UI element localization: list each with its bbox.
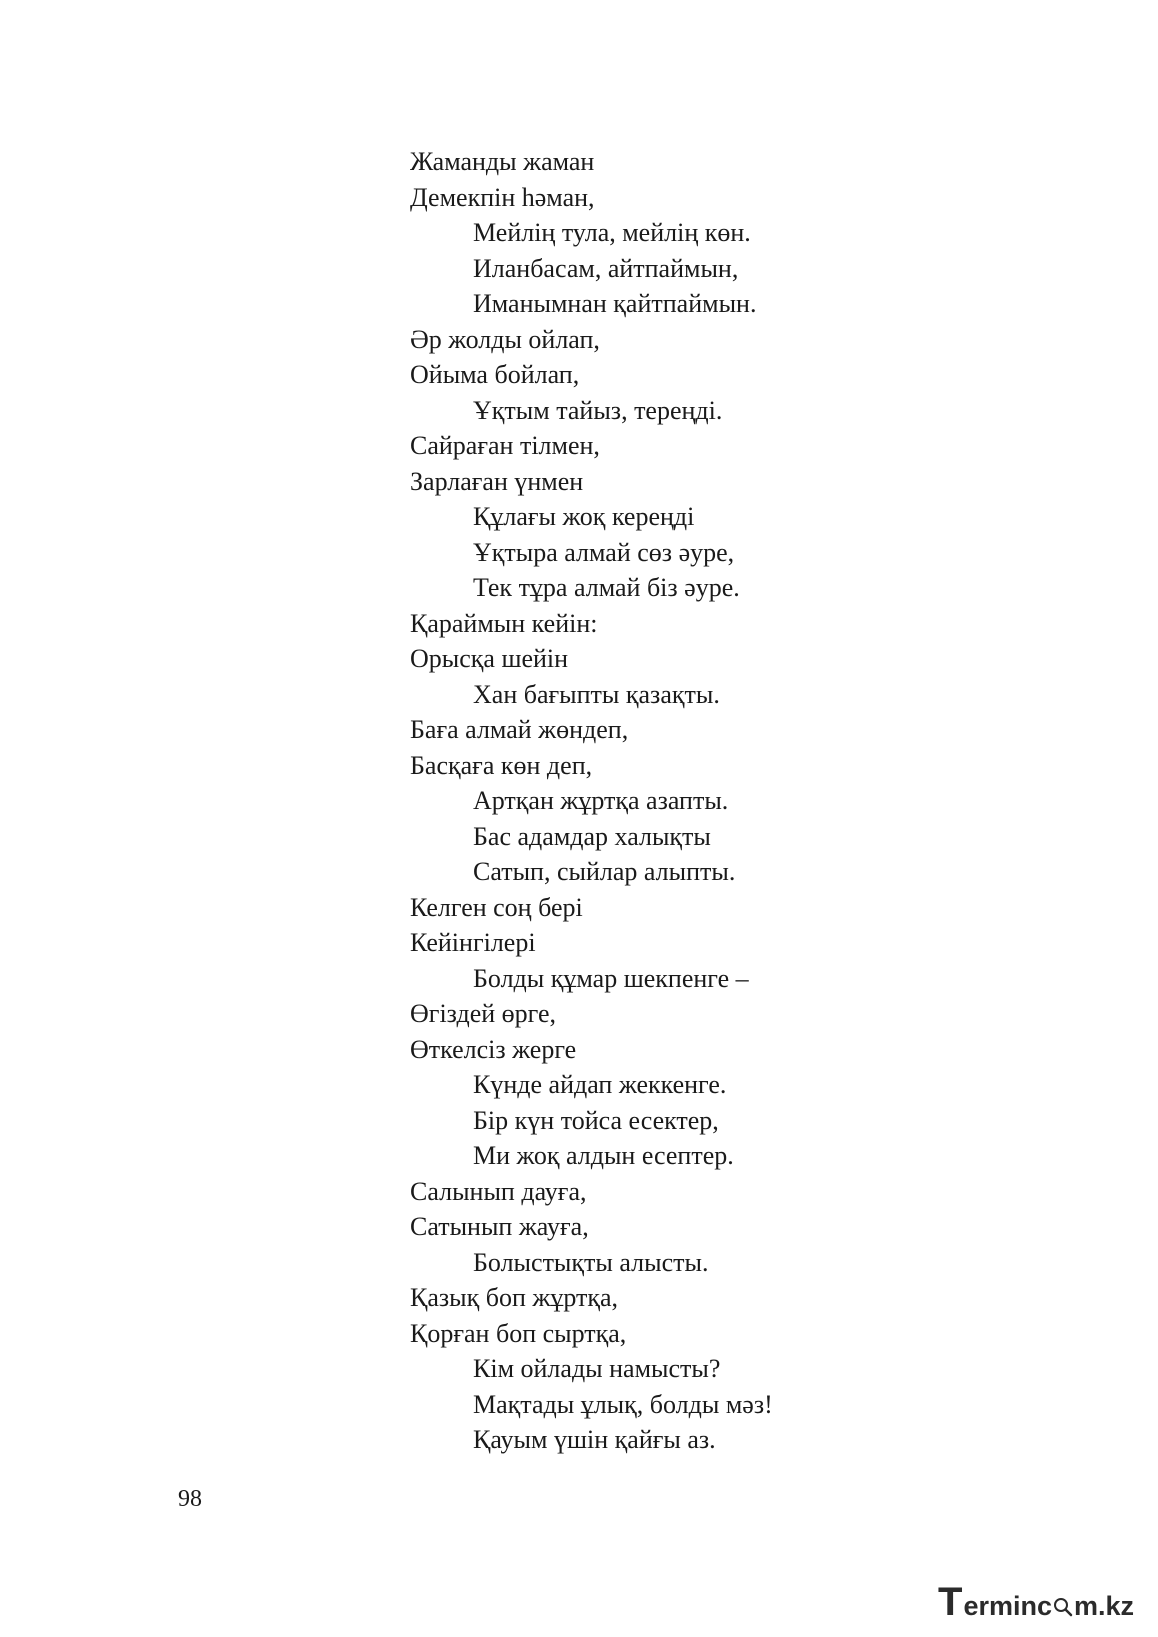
- poem-line: Мақтады ұлық, болды мəз!: [473, 1389, 773, 1419]
- poem-line: Орысқа шейін: [410, 644, 569, 673]
- poem-line: Қазық боп жұртқа,: [410, 1283, 619, 1312]
- poem-line: Сатынып жауға,: [410, 1212, 589, 1241]
- logo-letter-t: T: [938, 1580, 963, 1624]
- logo-text-end: m.kz: [1073, 1591, 1135, 1621]
- poem-line: Хан бағыпты қазақты.: [473, 679, 720, 709]
- page-number: 98: [178, 1486, 202, 1512]
- poem-line: Ұқтым тайыз, тереңді.: [473, 395, 723, 425]
- poem-line: Болыстықты алысты.: [473, 1247, 709, 1277]
- poem: [410, 144, 930, 1458]
- poem-line: Иланбасам, айтпаймын,: [473, 253, 739, 283]
- poem-line: Қорған боп сыртқа,: [410, 1318, 627, 1348]
- poem-line: Өткелсіз жерге: [410, 1034, 577, 1064]
- poem-line: Иманымнан қайтпаймын.: [473, 289, 757, 318]
- poem-line: Артқан жұртқа азапты.: [473, 786, 729, 815]
- poem-line: Құлағы жоқ кереңді: [473, 502, 695, 531]
- poem-line: Кім ойлады намысты?: [473, 1354, 721, 1383]
- magnifier-icon: [1053, 1593, 1073, 1615]
- poem-line: Бір күн тойса есектер,: [473, 1105, 719, 1135]
- poem-line: Əр жолды ойлап,: [410, 324, 600, 354]
- poem-line: Қауым үшін қайғы аз.: [473, 1425, 716, 1454]
- poem-line: Өгіздей өрге,: [410, 999, 557, 1028]
- poem-line: Жаманды жаман: [410, 147, 595, 176]
- poem-line: Сайраған тілмен,: [410, 431, 600, 460]
- poem-line: Зарлаған үнмен: [410, 466, 584, 496]
- poem-line: Баға алмай жөндеп,: [410, 715, 629, 744]
- logo-text: [963, 1590, 1134, 1622]
- poem-line: Кейінгілері: [410, 928, 536, 957]
- poem-line: Демекпін һəман,: [410, 182, 595, 212]
- poem-line: Ойыма бойлап,: [410, 360, 580, 389]
- poem-line: Ми жоқ алдын есептер.: [473, 1141, 734, 1170]
- poem-line: Басқаға көн деп,: [410, 750, 593, 780]
- poem-line: Болды құмар шекпенге –: [473, 963, 749, 993]
- poem-line: Салынып дауға,: [410, 1176, 587, 1206]
- poem-line: Мейлің тула, мейлің көн.: [473, 218, 751, 247]
- termincom-logo: [938, 1582, 1134, 1622]
- poem-line: Қараймын кейін:: [410, 608, 598, 638]
- poem-line: Келген соң бері: [410, 892, 583, 922]
- poem-line: Ұқтыра алмай сөз əуре,: [473, 537, 735, 567]
- poem-line: Бас адамдар халықты: [473, 821, 711, 851]
- poem-line: Сатып, сыйлар алыпты.: [473, 857, 736, 886]
- poem-line: Күнде айдап жеккенге.: [473, 1070, 727, 1099]
- poem-line: Тек тұра алмай біз əуре.: [473, 573, 740, 602]
- logo-text-middle: erminc: [963, 1591, 1052, 1621]
